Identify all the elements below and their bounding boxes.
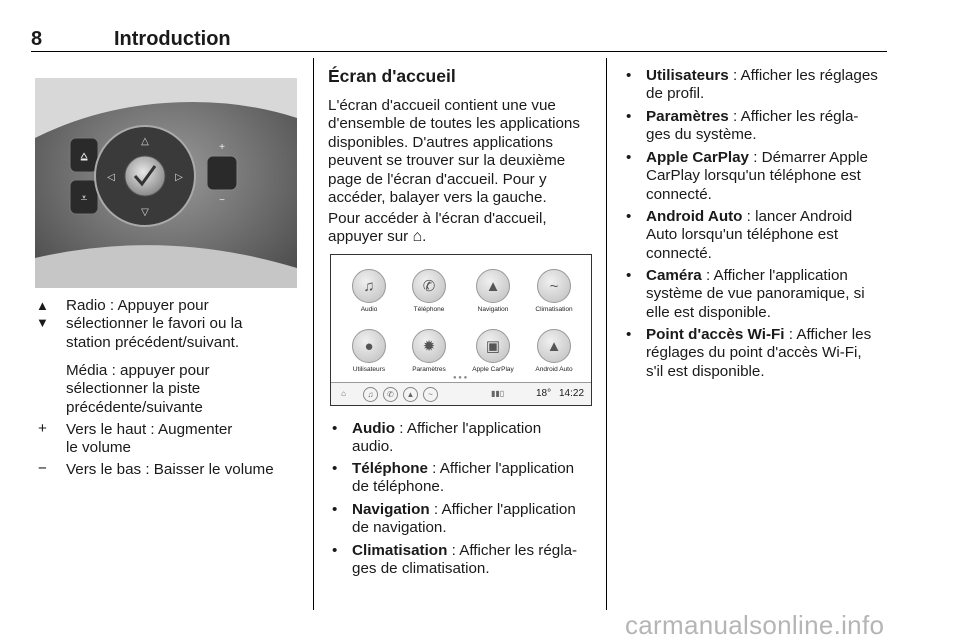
svg-text:▽: ▽	[141, 207, 149, 218]
svg-text:⩡: ⩡	[80, 191, 88, 205]
volume-down-description: Vers le bas : Baisser le volume	[66, 461, 274, 478]
temperature: 18°	[536, 388, 552, 399]
watermark: carmanualsonline.info	[625, 610, 885, 640]
volume-up-icon: +	[38, 420, 47, 437]
radio-description: Radio : Appuyer pour sélectionner le favori ou la station précédent/suivant.	[66, 297, 243, 351]
intro-paragraph: L'écran d'accueil contient une vue d'ensemble de toutes les applications disponibles. D'autres applications peuvent se trouver sur la deuxième page de l'écran d'accueil. Pour y accéder, balayer vers la gauche.	[328, 97, 580, 207]
page-title: Introduction	[114, 28, 231, 50]
svg-text:⩠: ⩠	[80, 149, 88, 163]
carplay-app-icon: ▣ Apple CarPlay	[463, 329, 523, 373]
svg-text:−: −	[219, 195, 225, 206]
section-heading: Écran d'accueil	[328, 66, 456, 86]
volume-up-description: Vers le haut : Augmenter le volume	[66, 421, 233, 457]
status-bar	[331, 382, 591, 405]
android-auto-app-icon: ▲ Android Auto	[524, 329, 584, 373]
page-dots: ● ● ●	[453, 375, 468, 381]
audio-icon: ♫	[363, 387, 378, 402]
home-icon: ⌂	[341, 389, 346, 398]
svg-text:◁: ◁	[107, 172, 115, 183]
home-screen-image	[330, 254, 592, 406]
page-number: 8	[31, 28, 43, 50]
svg-text:▷: ▷	[175, 172, 183, 183]
users-app-icon: ● Utilisateurs	[339, 329, 399, 373]
column-divider-1	[313, 58, 314, 610]
header-rule	[31, 51, 887, 52]
climate-icon: ~	[423, 387, 438, 402]
clock: 14:22	[559, 388, 585, 399]
phone-icon: ✆	[383, 387, 398, 402]
settings-app-icon: ✹ Paramètres	[399, 329, 459, 373]
steering-wheel-controls-photo	[35, 78, 297, 288]
svg-text:△: △	[141, 136, 149, 147]
home-instruction: Pour accéder à l'écran d'accueil, appuyer sur ⌂.	[328, 210, 547, 246]
signal-icon: ▮▮▯	[491, 389, 505, 398]
svg-text:+: +	[219, 142, 225, 153]
volume-down-icon: −	[38, 460, 47, 477]
radio-icon: ▲ ▼	[36, 298, 49, 330]
phone-app-icon: ✆ Téléphone	[399, 269, 459, 313]
audio-app-icon: ♫ Audio	[339, 269, 399, 313]
climate-app-icon: ~ Climatisation	[524, 269, 584, 313]
home-icon: ⌂	[412, 228, 423, 246]
media-description: Média : appuyer pour sélectionner la piste précédente/suivante	[66, 362, 210, 416]
navigation-app-icon: ▲ Navigation	[463, 269, 523, 313]
navigation-icon: ▲	[403, 387, 418, 402]
